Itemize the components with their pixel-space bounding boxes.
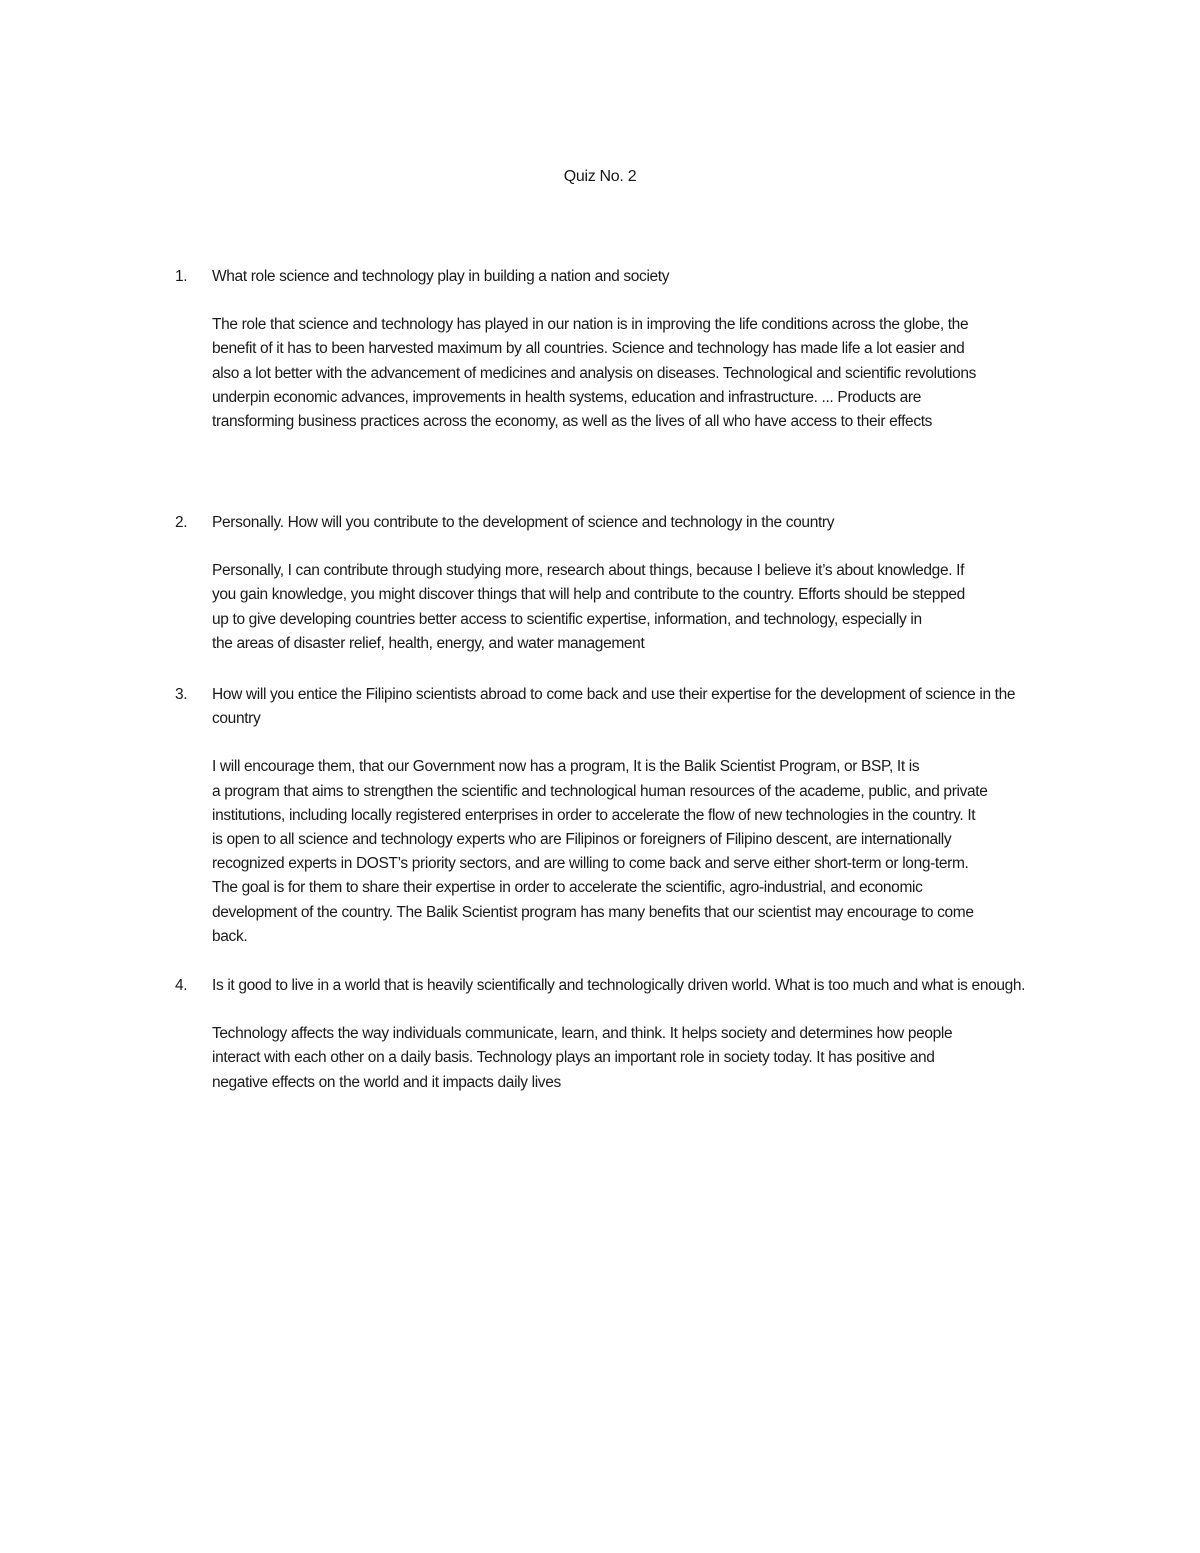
- quiz-item-4: [175, 974, 1075, 1095]
- answer-line: Technology affects the way individuals communicate, learn, and think. It helps society and determines how people: [212, 1025, 953, 1043]
- answer-line: you gain knowledge, you might discover things that will help and contribute to the country. Efforts should be stepped: [212, 586, 965, 604]
- answer-line: The role that science and technology has played in our nation is in improving the life conditions across the globe, the: [212, 316, 969, 334]
- answer-line: Personally, I can contribute through studying more, research about things, because I believe it’s about knowledge. If: [212, 562, 965, 580]
- answer-line: transforming business practices across the economy, as well as the lives of all who have access to their effects: [212, 413, 933, 431]
- answer-line: a program that aims to strengthen the scientific and technological human resources of the academe, public, and private: [212, 782, 988, 800]
- question-text: How will you entice the Filipino scientists abroad to come back and use their expertise for the development of science in the country: [212, 686, 1016, 728]
- question-text: Personally. How will you contribute to the development of science and technology in the country: [212, 514, 835, 531]
- answer-line: underpin economic advances, improvements in health systems, education and infrastructure. ... Products are: [212, 388, 922, 406]
- question-text: Is it good to live in a world that is heavily scientifically and technologically driven world. What is too much and what is enough.: [212, 977, 1026, 994]
- answer-line: institutions, including locally registered enterprises in order to accelerate the flow of new technologies in the country. It: [212, 806, 976, 824]
- answer-text: [212, 1022, 1062, 1095]
- question-text: What role science and technology play in building a nation and society: [212, 268, 670, 285]
- item-number: 2.: [175, 514, 188, 531]
- answer-line: up to give developing countries better access to scientific expertise, information, and technology, especially in: [212, 610, 922, 628]
- answer-text: [212, 313, 1062, 434]
- item-number: 3.: [175, 686, 188, 703]
- answer-line: The goal is for them to share their expertise in order to accelerate the scientific, agro-industrial, and economic: [212, 879, 923, 897]
- answer-line: benefit of it has to been harvested maximum by all countries. Science and technology has made life a lot easier and: [212, 340, 965, 358]
- quiz-item-2: [175, 511, 1075, 656]
- answer-line: recognized experts in DOST’s priority sectors, and are willing to come back and serve either short-term or long-term.: [212, 855, 969, 873]
- answer-text: [212, 755, 1062, 949]
- answer-line: interact with each other on a daily basis. Technology plays an important role in society today. It has positive and: [212, 1049, 935, 1067]
- answer-line: development of the country. The Balik Scientist program has many benefits that our scientist may encourage to come: [212, 903, 974, 921]
- quiz-item-3: [175, 683, 1075, 949]
- quiz-item-1: [175, 265, 1075, 434]
- item-number: 4.: [175, 977, 188, 994]
- answer-line: the areas of disaster relief, health, energy, and water management: [212, 634, 645, 652]
- answer-line: back.: [212, 927, 248, 945]
- answer-line: also a lot better with the advancement of medicines and analysis on diseases. Technological and scientific revolutions: [212, 364, 977, 382]
- answer-line: is open to all science and technology experts who are Filipinos or foreigners of Filipino descent, are internationally: [212, 831, 952, 849]
- item-number: 1.: [175, 268, 188, 285]
- page-title: Quiz No. 2: [563, 168, 637, 185]
- answer-line: negative effects on the world and it impacts daily lives: [212, 1073, 561, 1091]
- answer-line: I will encourage them, that our Government now has a program, It is the Balik Scientist Program, or BSP, It is: [212, 758, 920, 776]
- answer-text: [212, 559, 1062, 656]
